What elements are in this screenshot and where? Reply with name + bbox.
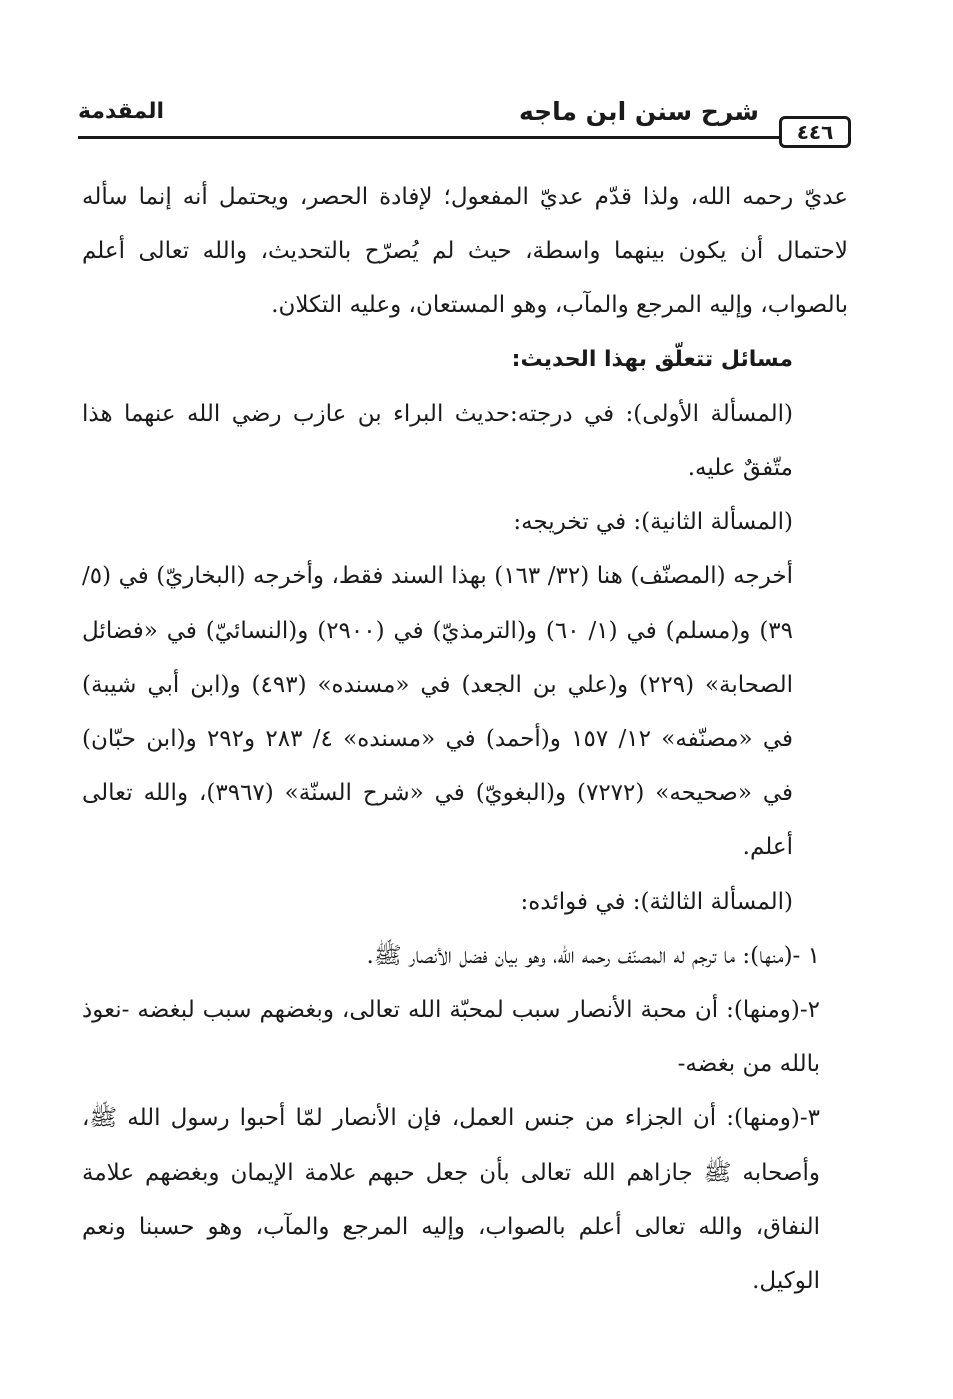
section-title: المقدمة <box>78 99 165 124</box>
page-header <box>78 94 851 150</box>
paragraph-intro: عديّ رحمه الله، ولذا قدّم عديّ المفعول؛ لإفادة الحصر، ويحتمل أنه إنما سأله لاحتمال أن يكون بينهما واسطة، حيث لم يُصرّح بالتحديث، والله تعالى أعلم بالصواب، وإليه المرجع والمآب، وهو المستعان، وعليه التكلان. <box>82 184 848 319</box>
book-title: شرح سنن ابن ماجه <box>518 97 759 126</box>
issues-heading: مسائل تتعلّق بهذا الحديث: <box>511 346 793 372</box>
header-rule <box>78 136 779 139</box>
paragraph-issue-1: (المسألة الأولى): في درجته:حديث البراء بن عازب رضي الله عنهما هذا متّفقٌ عليه. <box>82 400 793 482</box>
benefit-3: ٣-(ومنها): أن الجزاء من جنس العمل، فإن الأنصار لمّا أحبوا رسول الله ﷺ، وأصحابه ﷺ جازاهم الله تعالى بأن جعل حبهم علامة الإيمان وبغضهم علامة النفاق، والله تعالى أعلم بالصواب، وإليه المرجع والمآب، وهو حسبنا ونعم الوكيل. <box>82 1105 820 1295</box>
paragraph-takhrij: أخرجه (المصنّف) هنا (٣٢/ ١٦٣) بهذا السند فقط، وأخرجه (البخاريّ) في (٥/ ٣٩) و(مسلم) في (١/ ٦٠) و(الترمذيّ) في (٢٩٠٠) و(النسائيّ) في «فضائل الصحابة» (٢٢٩) و(علي بن الجعد) في «مسنده» (٤٩٣) و(ابن أبي شيبة) في «مصنّفه» ١٢/ ١٥٧ و(أحمد) في «مسنده» ٤/ ٢٨٣ و٢٩٢ و(ابن حبّان) في «صحيحه» (٧٢٧٢) و(البغويّ) في «شرح السنّة» (٣٩٦٧)، والله تعالى أعلم. <box>82 563 794 861</box>
benefit-2: ٢-(ومنها): أن محبة الأنصار سبب لمحبّة الله تعالى، وبغضهم سبب لبغضه -نعوذ بالله من بغضه- <box>82 997 820 1078</box>
paragraph-issue-2: (المسألة الثانية): في تخريجه: <box>513 509 793 536</box>
paragraph-issue-3: (المسألة الثالثة): في فوائده: <box>520 888 793 915</box>
benefit-1: ١ -(منها): ما ترجم له المصنّف رحمه الله، وهو بيان فضل الأنصار ﷺ. <box>366 942 820 969</box>
body-text <box>82 170 848 1308</box>
page-number: ٤٤٦ <box>779 116 851 148</box>
